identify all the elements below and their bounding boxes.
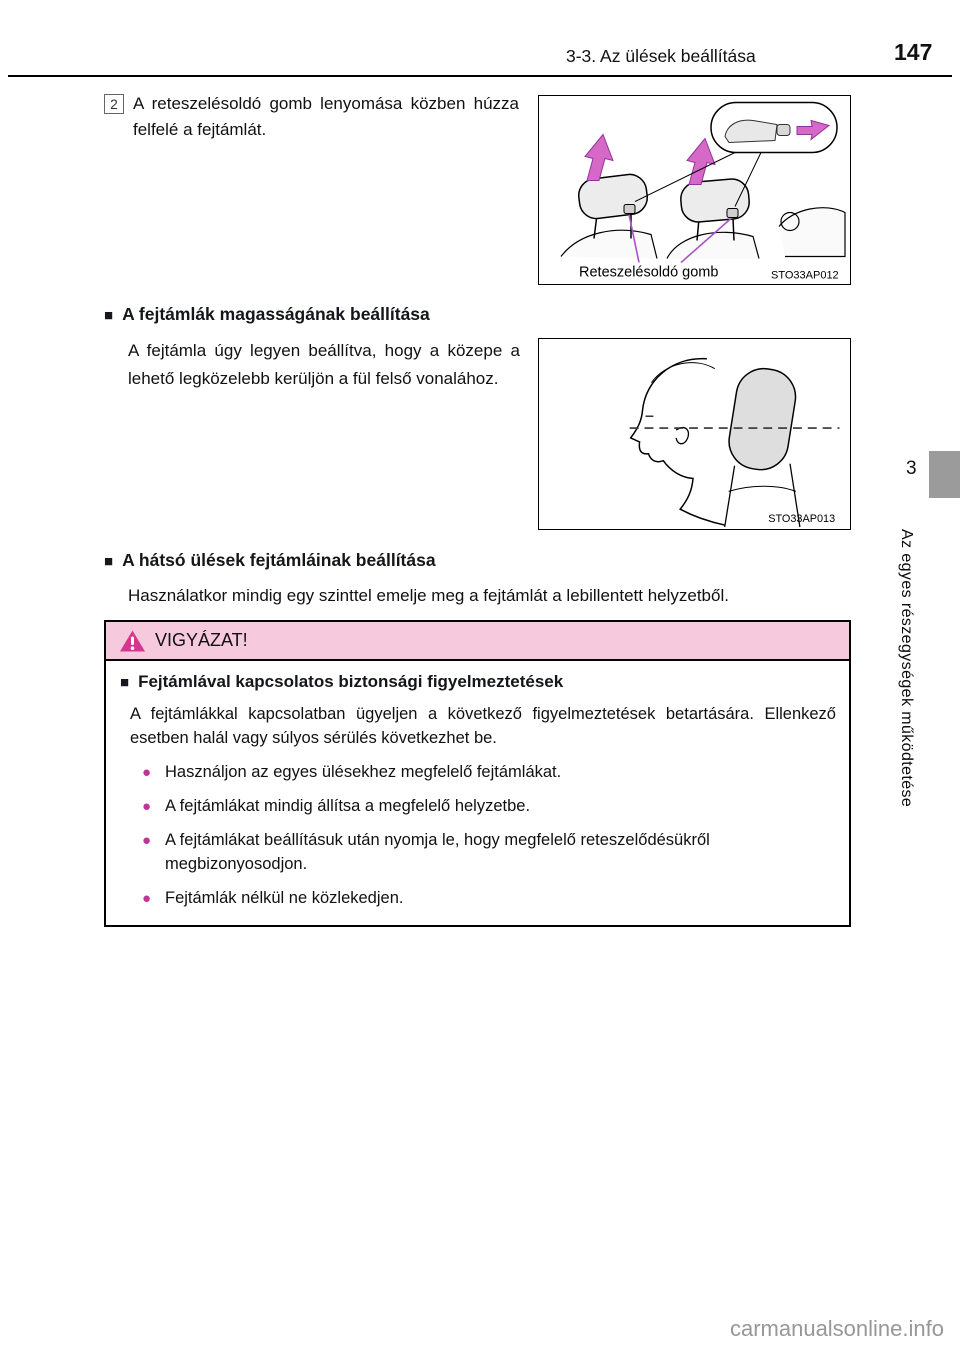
warning-bullet-text: A fejtámlákat mindig állítsa a megfelelő helyzetbe.	[165, 796, 531, 815]
step-item	[104, 91, 522, 142]
figure1-code: STO33AP012	[771, 269, 839, 282]
magenta-circle-bullet-icon	[142, 886, 151, 911]
black-square-icon	[104, 304, 113, 328]
warning-bullet-item	[142, 794, 833, 819]
chapter-side-label: Az egyes részegységek működtetése	[898, 529, 915, 808]
headrest-height-illustration	[539, 339, 850, 529]
figure-headrest-height	[538, 338, 851, 530]
warning-bullet-item	[142, 886, 833, 911]
black-square-icon	[120, 672, 129, 695]
warning-content	[106, 661, 849, 925]
section-heading-text: A fejtámlák magasságának beállítása	[122, 304, 430, 324]
warning-bullet-item	[142, 760, 833, 785]
warning-bullet-item	[142, 828, 833, 878]
section-heading-text: A hátsó ülések fejtámláinak beállítása	[122, 550, 436, 570]
warning-bullet-list	[120, 760, 833, 911]
warning-bullet-text: A fejtámlákat beállításuk után nyomja le, hogy megfelelő reteszelődésükről megbizonyosodjon.	[165, 830, 710, 874]
warning-bullet-text: Használjon az egyes ülésekhez megfelelő fejtámlákat.	[165, 763, 562, 781]
warning-header	[106, 622, 849, 661]
warning-title: VIGYÁZAT!	[155, 630, 248, 650]
watermark: carmanualsonline.info	[729, 1316, 944, 1341]
page-number: 147	[894, 39, 933, 65]
chapter-tab	[929, 451, 960, 498]
magenta-circle-bullet-icon	[142, 828, 151, 853]
warning-triangle-icon	[119, 629, 146, 653]
magenta-circle-bullet-icon	[142, 794, 151, 819]
warning-bullet-text: Fejtámlák nélkül ne közlekedjen.	[165, 889, 404, 907]
step-text: A reteszelésoldó gomb lenyomása közben húzza felfelé a fejtámlát.	[133, 94, 519, 139]
warning-subheading	[120, 672, 833, 695]
warning-subheading-text: Fejtámlával kapcsolatos biztonsági figyelmeztetések	[138, 672, 564, 691]
figure2-code: STO33AP013	[768, 513, 836, 526]
step-number-box: 2	[104, 94, 124, 114]
section-heading-headrest-height	[104, 304, 430, 328]
black-square-icon	[104, 550, 113, 574]
figure-headrest-release	[538, 95, 851, 285]
header-divider	[8, 75, 952, 77]
section-heading-rear-headrests	[104, 550, 436, 574]
headrest-release-illustration	[539, 96, 850, 284]
warning-box	[104, 620, 851, 927]
section-title: 3-3. Az ülések beállítása	[566, 46, 756, 66]
section-body-rear-headrests: Használatkor mindig egy szinttel emelje meg a fejtámlát a lebillentett helyzetből.	[128, 586, 729, 605]
chapter-number: 3	[906, 458, 917, 479]
magenta-circle-bullet-icon	[142, 760, 151, 785]
section-body-headrest-height: A fejtámla úgy legyen beállítva, hogy a közepe a lehető legközelebb kerüljön a fül felső vonalához.	[128, 341, 520, 388]
warning-intro: A fejtámlákkal kapcsolatban ügyeljen a következő figyelmeztetések betartására. Ellenkező esetben halál vagy súlyos sérülés következhet be.	[130, 704, 836, 748]
figure1-caption: Reteszelésoldó gomb	[579, 264, 719, 281]
